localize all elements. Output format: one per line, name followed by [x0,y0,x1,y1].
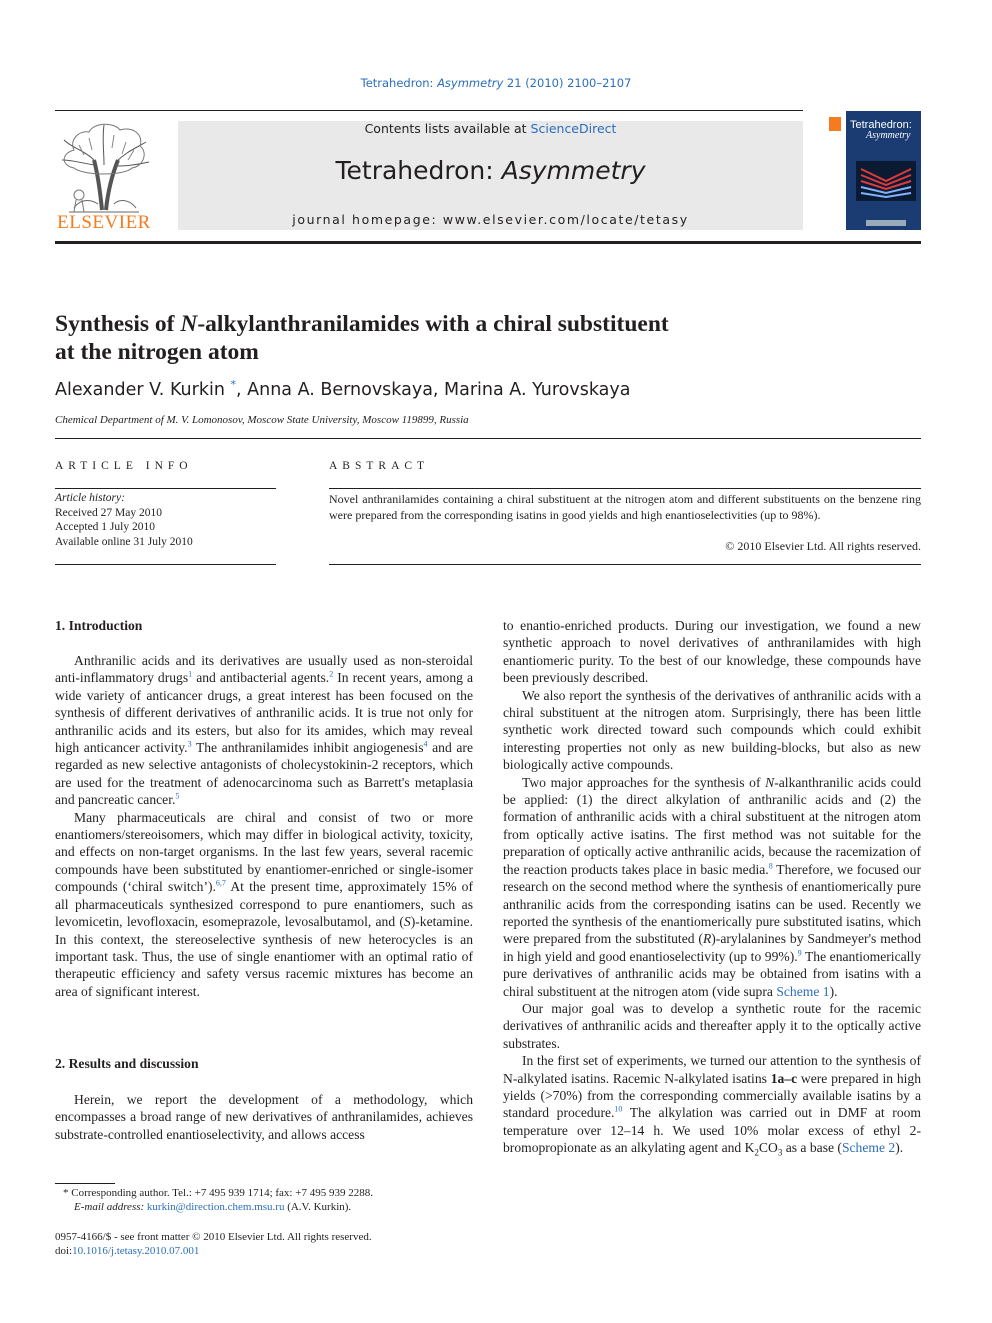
abstract-rule-top [329,488,921,489]
introduction-body [55,652,473,1000]
issn-line: 0957-4166/$ - see front matter © 2010 Elsevier Ltd. All rights reserved. [55,1231,372,1243]
header-rule [55,110,803,111]
article-info-heading: ARTICLE INFO [55,460,193,472]
corresponding-author-footnote: * Corresponding author. Tel.: +7 495 939 1714; fax: +7 495 939 2288. E-mail address: kurkin@direction.chem.msu.ru (A.V. Kurkin). [63,1187,373,1213]
cover-graphic-icon [856,161,916,201]
intro-paragraph-2: Many pharmaceuticals are chiral and consist of two or more enantiomers/stereoisomers, which may differ in biological activity, toxicity, and effects on non-target organisms. In the last few years, several racemic compounds have been substituted by enantiomer-enriched or single-isomer compounds (‘chiral switch’).$^{6,7}$ At the present time, approximately 15% of all pharmaceuticals synthesized correspond to pure enantiomers, such as levomicetin, levofloxacin, esomeprazole, levosalbutamol, and (S)-ketamine. In this context, the stereoselective synthesis of new heterocycles is an important task. Thus, the use of single enantiomer with an optimal ratio of therapeutic efficiency and safety versus racemic mixtures has become an area of significant interest. [55,809,473,999]
cover-logo-icon [829,117,841,131]
affiliation-rule [55,438,921,439]
info-rule-top [55,488,276,489]
author-corresponding[interactable]: Alexander V. Kurkin [55,380,225,400]
results-paragraph-1: Herein, we report the development of a methodology, which encompasses a broad range of new derivatives of anthranilamides, achieves substrate-controlled enantioselectivity, and allows access [55,1092,473,1142]
sciencedirect-link[interactable]: ScienceDirect [530,121,617,136]
journal-citation: Tetrahedron: Asymmetry 21 (2010) 2100–2107 [360,76,632,90]
affiliation: Chemical Department of M. V. Lomonosov, Moscow State University, Moscow 119899, Russia [55,414,469,426]
abstract-copyright: © 2010 Elsevier Ltd. All rights reserved. [725,539,921,553]
intro-paragraph-1: Anthranilic acids and its derivatives are usually used as non-steroidal anti-inflammatory drugs$^1$ and antibacterial agents.$^2$ In recent years, among a wide variety of anticancer drugs, a great interest has been focused on the synthesis of different derivatives of anthranilic acids. It is true not only for anthranilic acids and its esters, but also for its amides, which may reveal high anticancer activity.$^3$ The anthranilamides inhibit angiogenesis$^4$ and are regarded as new selective antagonists of cholecystokinin-2 receptors, which are used for the treatment of adenocarcinoma such as Barrett's metaplasia and pancreatic cancer.$^5$ [55,653,473,808]
citation-ref[interactable]: 3 [187,739,192,749]
author-email-link[interactable]: kurkin@direction.chem.msu.ru [146,1201,285,1213]
citation-ref[interactable]: 1 [188,669,193,679]
contents-line: Contents lists available at ScienceDirect [364,121,617,136]
article-title: Synthesis of N-alkylanthranilamides with a chiral substituent at the nitrogen atom [55,311,669,365]
citation-ref[interactable]: 2 [329,669,334,679]
homepage-link[interactable]: www.elsevier.com/locate/tetasy [442,212,689,227]
history-label: Article history: [55,492,125,504]
scheme-1-link[interactable]: Scheme 1 [776,983,830,999]
abstract-rule-bottom [329,564,921,565]
journal-cover-image[interactable]: Tetrahedron: Asymmetry [826,111,921,230]
elsevier-wordmark: ELSEVIER [57,212,151,233]
results-paragraph-4: Our major goal was to develop a synthetic route for the racemic derivatives of anthranilic acids and thereafter apply it to the optically active substrates. [503,1000,921,1051]
elsevier-logo[interactable] [54,120,154,232]
history-accepted: Accepted 1 July 2010 [55,521,155,533]
history-received: Received 27 May 2010 [55,506,162,519]
scheme-2-link[interactable]: Scheme 2 [841,1140,896,1156]
citation-ref[interactable]: 6,7 [215,878,226,888]
results-paragraph-2: We also report the synthesis of the derivatives of anthranilic acids with a chiral substituent at the nitrogen atom. Surprisingly, there has been little synthetic work directed toward such compounds which could exhibit interesting properties not only as new building-blocks, but also as new biologically active compounds. [503,687,921,773]
journal-title: Tetrahedron: Asymmetry [335,156,646,185]
abstract-text: Novel anthranilamides containing a chiral substituent at the nitrogen atom and different substituents on the benzene ring were prepared from the corresponding isatins in good yields and high enantioselectivities (up to 98%). [329,492,921,522]
section-heading-introduction: 1. Introduction [55,618,143,633]
citation-ref[interactable]: 9 [797,948,802,958]
front-matter [55,1230,473,1258]
results-paragraph-5: In the first set of experiments, we turned our attention to the synthesis of N-alkylated isatins. Racemic N-alkylated isatins 1a–c were prepared in high yields (>70%) from the corresponding commercially available isatins by a standard procedure.$^{10}$ The alkylation was carried out in DMF at room temperature over 12–14 h. We used 10% molar excess of ethyl 2-bromopropionate as an alkylating agent and $K_2CO_3$ as a base (Scheme 2). [503,1053,921,1158]
results-paragraph-3: Two major approaches for the synthesis of N-alkanthranilic acids could be applied: (1) the direct alkylation of anthranilic acids and (2) the formation of anthranilic acids with a chiral substituent at the nitrogen atom from optically active isatins. The first method was not suitable for the preparation of optically active anthranilic acids, because the racemization of the reaction products takes place in basic media.$^8$ Therefore, we focused our research on the second method where the synthesis of enantiomerically pure anthranilic acids from the corresponding isatins can be used. Recently we reported the synthesis of the enantiomerically pure substituted isatins, which were prepared from the substituted (R)-arylalanines by Sandmeyer's method in high yield and good enantioselectivity (up to 99%).$^9$ The enantiomerically pure derivatives of anthranilic acids may be obtained from isatins with a chiral substituent at the nitrogen atom (vide supra Scheme 1). [503,774,922,999]
doi-line: doi:10.1016/j.tetasy.2010.07.001 [55,1245,200,1257]
results-paragraph-1-continued: to enantio-enriched products. During our investigation, we found a new synthetic approach to novel derivatives of anthranilamides with high enantiomeric purity. To the best of our knowledge, these compounds have been previously described. [503,618,921,686]
author-list: Alexander V. Kurkin *, Anna A. Bernovskaya, Marina A. Yurovskaya [55,378,631,400]
journal-homepage: journal homepage: www.elsevier.com/locate/tetasy [292,212,689,227]
header-thick-rule [55,241,921,244]
results-body-right [503,617,921,1157]
footnote-rule [55,1183,115,1184]
abstract-heading: ABSTRACT [329,460,430,472]
citation-ref[interactable]: 4 [423,739,428,749]
section-heading-results: 2. Results and discussion [55,1056,199,1071]
citation-ref[interactable]: 10 [614,1104,623,1114]
corresponding-author-mark[interactable]: * [230,378,236,392]
results-body-left [55,1091,473,1143]
citation-ref[interactable]: 8 [768,861,773,871]
citation-ref[interactable]: 5 [175,791,180,801]
article-history [55,491,276,549]
doi-link[interactable]: 10.1016/j.tetasy.2010.07.001 [72,1245,200,1257]
info-rule-bottom [55,564,276,565]
history-online: Available online 31 July 2010 [55,535,193,548]
